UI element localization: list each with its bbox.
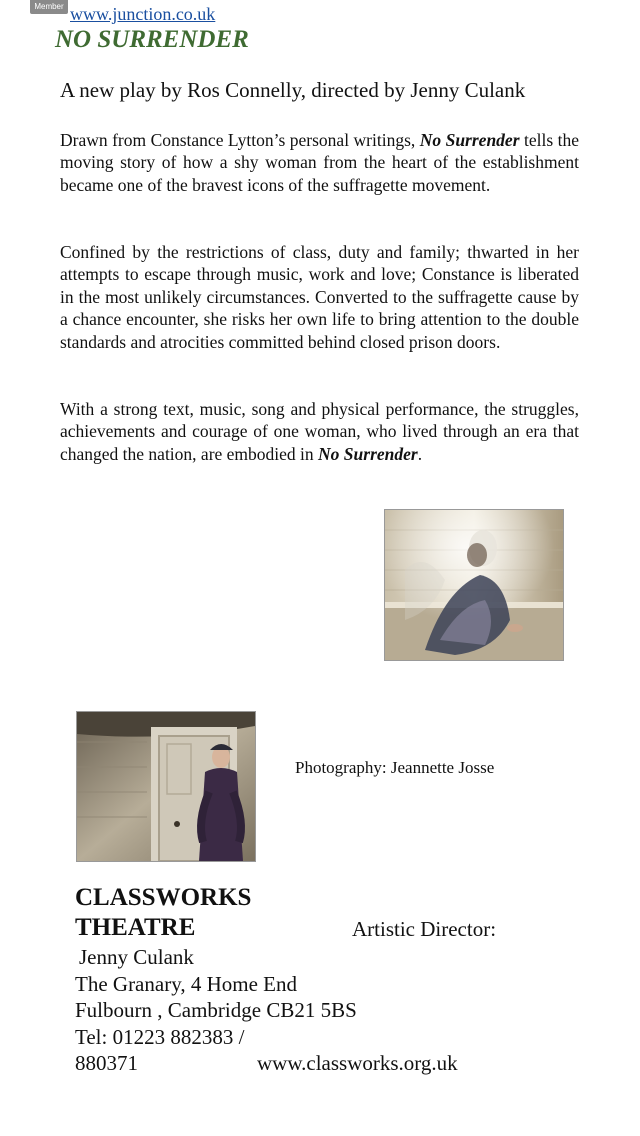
photography-credit: Photography: Jeannette Josse <box>295 758 495 777</box>
member-badge: Member <box>30 0 68 14</box>
performance-photo-floor <box>384 509 564 661</box>
performance-photo-floor-image <box>385 510 563 660</box>
classworks-website[interactable]: www.classworks.org.uk <box>257 1051 458 1075</box>
description-paragraph-2: Confined by the restrictions of class, duty and family; thwarted in her attempts to escape through music, work and love; Constance is liberated in the most unlikely circumstances. Converted to the suffragette cause by a chance encounter, she risks her own life to bring attention to the double standards and atrocities committed behind closed prison doors. <box>60 242 579 352</box>
play-title-inline: No Surrender <box>318 443 418 464</box>
play-title: NO SURRENDER <box>55 26 249 53</box>
performance-photo-door <box>76 711 256 862</box>
artistic-director-label: Artistic Director: <box>352 917 497 941</box>
junction-website-link[interactable]: www.junction.co.uk <box>70 4 216 24</box>
play-subtitle: A new play by Ros Connelly, directed by Jenny Culank <box>60 78 526 102</box>
description-paragraph-1: Drawn from Constance Lytton’s personal writings, No Surrender tells the moving story of how a shy woman from the heart of the establishment became one of the bravest icons of the suffragette movement. <box>60 130 579 195</box>
company-name: CLASSWORKS THEATRE <box>75 884 252 941</box>
performance-photo-door-image <box>77 712 255 861</box>
director-name: Jenny Culank <box>79 945 194 969</box>
telephone-line-2: 880371 <box>75 1051 138 1075</box>
description-paragraph-3: With a strong text, music, song and physical performance, the struggles, achievements and courage of one woman, who lived through an era that changed the nation, are embodied in No Surrender. <box>60 399 579 464</box>
address-line-2: Fulbourn , Cambridge CB21 5BS <box>75 998 357 1022</box>
play-title-inline: No Surrender <box>419 130 520 150</box>
telephone-line: Tel: 01223 882383 / <box>75 1025 245 1049</box>
address-line-1: The Granary, 4 Home End <box>75 972 297 996</box>
